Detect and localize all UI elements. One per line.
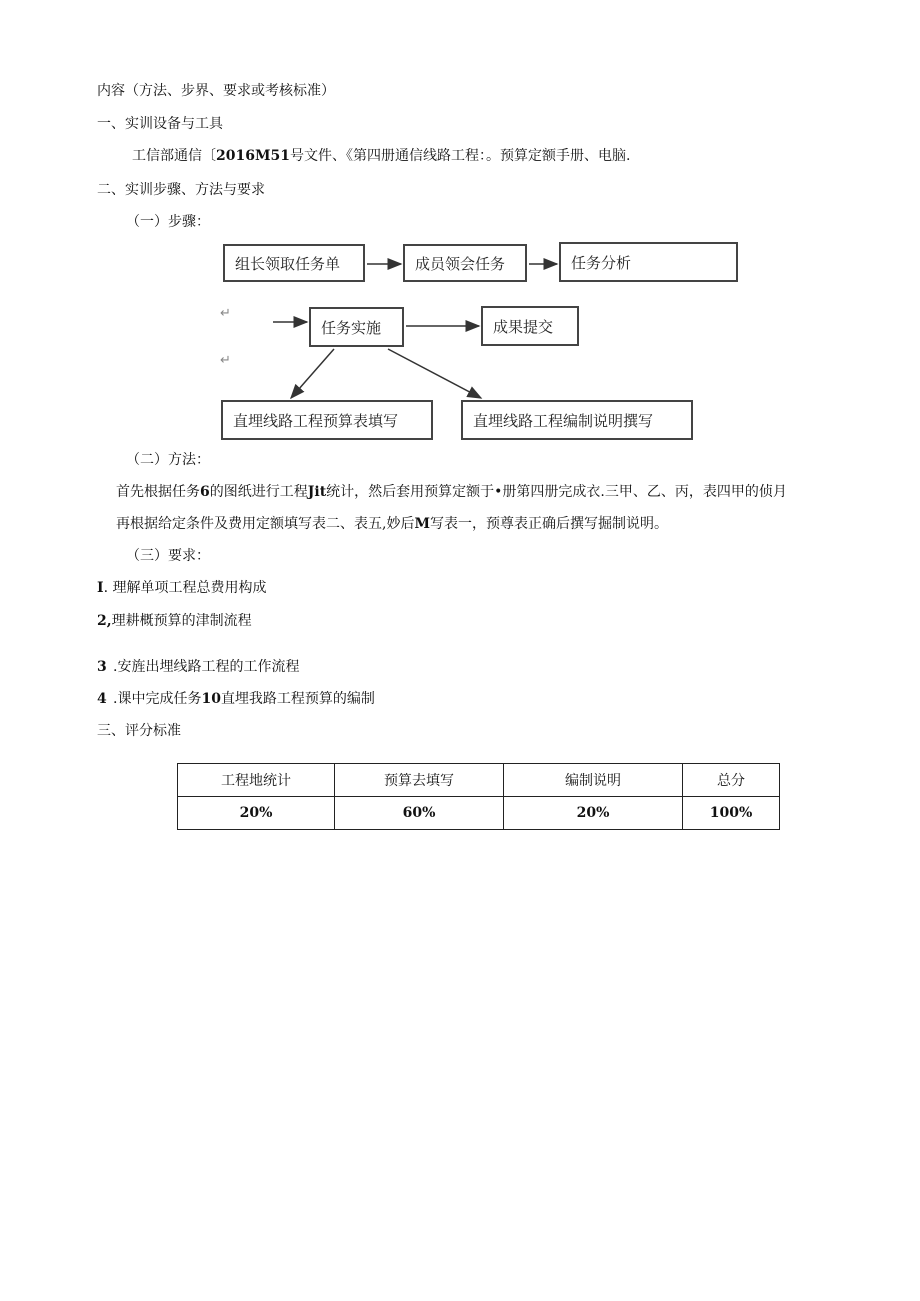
flow-box-3: 任务分析 (559, 242, 738, 282)
requirement-4-text-a: .课中完成任务 (113, 691, 202, 707)
flow-box-1: 组长领取任务单 (223, 244, 365, 282)
section1-body-a: 工信部通信〔 (132, 148, 216, 164)
scoring-table-header-row (178, 764, 780, 797)
section1-body-c: 号文件、《第四册通信线路工程：。预算定额手册、电脑. (289, 148, 631, 164)
value-quantity-stats: 20% (178, 797, 335, 830)
flow-box-7: 直埋线路工程编制说明撰写 (461, 400, 693, 440)
method-line-2-b: M (414, 516, 430, 532)
scoring-table (177, 763, 780, 830)
section1-title: 一、实训设备与工具 (97, 116, 223, 132)
flow-box-6: 直埋线路工程预算表填写 (221, 400, 433, 440)
header-description: 编制说明 (504, 764, 683, 797)
method-line-1 (116, 483, 787, 501)
requirement-2 (97, 612, 252, 630)
value-description: 20% (504, 797, 683, 830)
requirement-3-num: 3 (97, 659, 107, 675)
method-line-1-b: 6 (200, 484, 210, 500)
arrow-4-to-6 (291, 349, 334, 398)
section3-title: 三、评分标准 (97, 723, 181, 739)
method-line-1-d: Jit (307, 484, 327, 500)
section1-body-b: 2016M51 (216, 148, 290, 164)
return-mark-1: ↵ (220, 306, 231, 321)
requirement-4 (97, 690, 375, 708)
flow-box-2: 成员领会任务 (403, 244, 527, 282)
requirement-4-text-b: 直埋我路工程预算的编制 (220, 691, 375, 707)
value-total: 100% (683, 797, 780, 830)
steps-title: （一）步骤： (126, 214, 210, 230)
value-budget-fill: 60% (335, 797, 504, 830)
document-heading: 内容（方法、步界、要求或考核标准） (97, 83, 335, 99)
section2-title: 二、实训步骤、方法与要求 (97, 182, 265, 198)
requirement-1-num: I (97, 580, 104, 596)
requirement-2-text: 理耕概预算的津制流程 (111, 613, 252, 629)
method-line-1-e: 统计，然后套用预算定额于•册第四册完成衣.三甲、乙、丙，表四甲的侦月 (326, 484, 787, 500)
header-quantity-stats: 工程地统计 (178, 764, 335, 797)
method-line-1-c: 的图纸进行工程 (209, 484, 308, 500)
flow-box-5: 成果提交 (481, 306, 579, 346)
requirement-2-num: 2, (97, 613, 112, 629)
method-line-2 (116, 515, 668, 533)
header-total: 总分 (683, 764, 780, 797)
requirement-1 (97, 579, 266, 597)
requirement-4-num2: 10 (201, 691, 221, 707)
scoring-table-value-row (178, 797, 780, 830)
method-line-2-c: 写表一，预尊表正确后撰写掘制说明。 (429, 516, 668, 532)
header-budget-fill: 预算去填写 (335, 764, 504, 797)
method-line-2-a: 再根据给定条件及费用定额填写表二、表五,妙后 (116, 516, 415, 532)
method-title: （二）方法： (126, 452, 210, 468)
arrow-4-to-7 (388, 349, 481, 398)
requirement-3 (97, 658, 299, 676)
requirement-1-text: . 理解单项工程总费用构成 (103, 580, 267, 596)
method-line-1-a: 首先根据任务 (116, 484, 200, 500)
requirement-3-text: .安旌出埋线路工程的工作流程 (113, 659, 300, 675)
requirements-title: （三）要求： (126, 548, 210, 564)
requirement-4-num: 4 (97, 691, 107, 707)
return-mark-2: ↵ (220, 353, 231, 368)
flow-box-4: 任务实施 (309, 307, 404, 347)
